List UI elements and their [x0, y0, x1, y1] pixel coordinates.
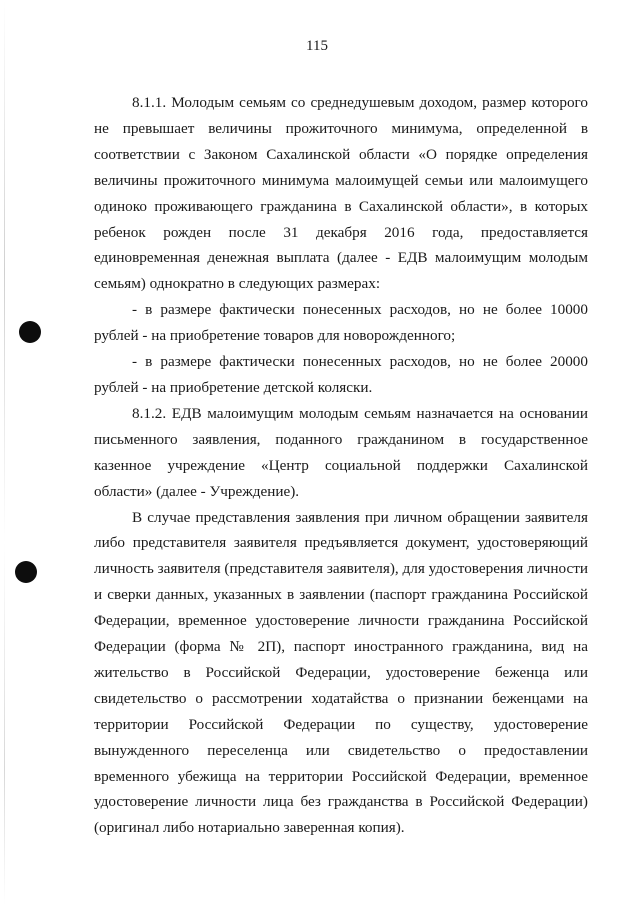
paragraph-identity-documents: В случае представления заявления при личном обращении заявителя либо представителя заявителя предъявляется документ, удостоверяющий личность заявителя (представителя заявителя), для удостоверения личности и сверки данных, указанных в заявлении (паспорт гражданина Российской Федерации, временное удостоверение личности гражданина Российской Федерации (форма № 2П), паспорт иностранного гражданина, вид на жительство в Российской Федерации, удостоверение беженца или свидетельство о рассмотрении ходатайства о признании беженцами на территории Российской Федерации по существу, удостоверение вынужденного переселенца или свидетельство о предоставлении временного убежища на территории Российской Федерации, временное удостоверение личности лица без гражданства в Российской Федерации) (оригинал либо нотариально заверенная копия). — [94, 508, 588, 837]
paragraph-8-1-2: 8.1.2. ЕДВ малоимущим молодым семьям назначается на основании письменного заявления, поданного гражданином в государственное казенное учреждение «Центр социальной поддержки Сахалинской области» (далее - Учреждение). — [94, 404, 588, 500]
punch-hole-bottom — [15, 561, 37, 583]
paragraph-item-newborn-goods: - в размере фактически понесенных расходов, но не более 10000 рублей - на приобретение товаров для новорожденного; — [94, 301, 588, 345]
punch-hole-top — [19, 321, 41, 343]
paragraph-item-stroller: - в размере фактически понесенных расходов, но не более 20000 рублей - на приобретение детской коляски. — [94, 353, 588, 396]
page-number: 115 — [306, 38, 328, 54]
paragraph-8-1-1: 8.1.1. Молодым семьям со среднедушевым доходом, размер которого не превышает величины прожиточного минимума, определенной в соответствии с Законом Сахалинской области «О порядке определения величины прожиточного минимума малоимущей семьи или малоимущего одиноко проживающего гражданина в Сахалинской области», в которых ребенок рожден после 31 декабря 2016 года, предоставляется единовременная денежная выплата (далее - ЕДВ малоимущим молодым семьям) однократно в следующих размерах: — [94, 94, 588, 293]
document-body — [94, 90, 588, 841]
scan-edge-line — [4, 0, 5, 905]
